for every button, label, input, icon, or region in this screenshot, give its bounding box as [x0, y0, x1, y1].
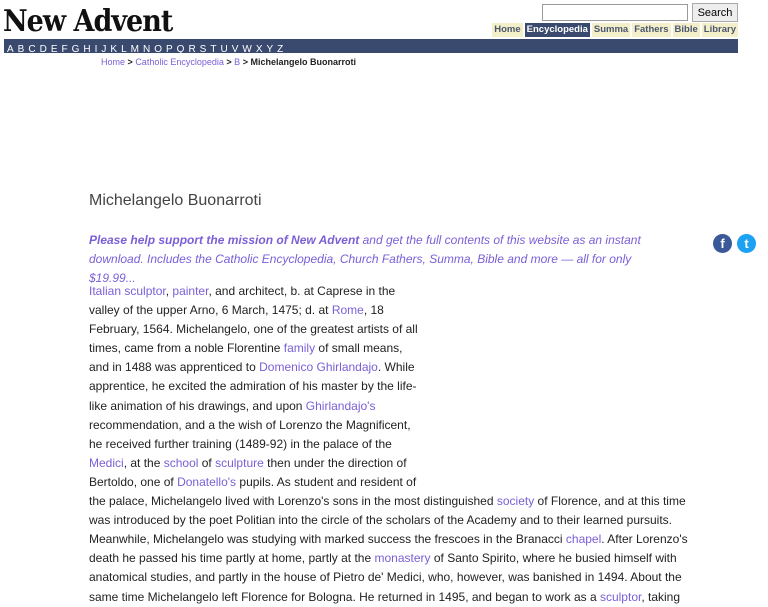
text-segment: . After Lorenzo's: [601, 532, 688, 547]
breadcrumb-encyclopedia[interactable]: Catholic Encyclopedia: [135, 57, 224, 67]
letter-link[interactable]: D: [39, 44, 47, 55]
letter-link[interactable]: O: [154, 44, 162, 55]
nav-home[interactable]: Home: [494, 24, 521, 35]
breadcrumb-current: Michelangelo Buonarroti: [250, 57, 356, 67]
search-button[interactable]: Search: [692, 3, 738, 22]
letter-link[interactable]: Z: [277, 44, 284, 55]
article-link[interactable]: monastery: [374, 551, 431, 566]
nav-summa[interactable]: Summa: [593, 24, 629, 35]
text-segment: Bertoldo, one of: [89, 474, 178, 489]
text-segment: then under the direction of: [263, 455, 407, 470]
facebook-icon[interactable]: f: [713, 234, 732, 253]
article-link[interactable]: family: [283, 341, 316, 356]
letter-link[interactable]: E: [50, 44, 58, 55]
text-line: [89, 549, 688, 568]
text-segment: apprentice, he excited the admiration of his master by the life-: [89, 379, 417, 394]
text-line: [89, 568, 688, 587]
letter-link[interactable]: K: [110, 44, 118, 55]
text-segment: the palace, Michelangelo lived with Lorenzo's sons in the most distinguished: [89, 494, 497, 509]
breadcrumb-home[interactable]: Home: [101, 57, 126, 67]
text-segment: of Florence, and at this time: [534, 494, 686, 509]
letter-link[interactable]: U: [220, 44, 228, 55]
letter-link[interactable]: B: [17, 44, 25, 55]
article-link[interactable]: society: [496, 494, 535, 509]
article-link[interactable]: Italian: [89, 284, 122, 298]
twitter-icon[interactable]: t: [737, 234, 756, 253]
text-line: [89, 320, 688, 339]
text-line: [89, 473, 688, 492]
promo-rest[interactable]: and get the full contents of this website as an instant download. Includes the Catholic Encyclopedia, Church Fathers, Summa, Bible and more — all for only $19.99...: [89, 233, 641, 285]
article-link[interactable]: Medici: [89, 455, 124, 470]
letter-link[interactable]: N: [142, 44, 151, 55]
breadcrumb-letter[interactable]: B: [234, 57, 241, 67]
letter-link[interactable]: X: [255, 44, 263, 55]
letter-link[interactable]: Y: [266, 44, 274, 55]
breadcrumb-sep: >: [242, 57, 248, 67]
article-link[interactable]: chapel: [565, 532, 602, 547]
text-segment: February, 1564. Michelangelo, one of the greatest artists of all: [89, 322, 418, 337]
text-segment: of Santo Spirito, where he busied himself with: [430, 551, 677, 566]
letter-link[interactable]: G: [71, 44, 80, 55]
nav-encyclopedia[interactable]: Encyclopedia: [526, 24, 588, 35]
nav-fathers[interactable]: Fathers: [634, 24, 669, 35]
text-line: [89, 282, 688, 301]
text-line: [89, 454, 688, 473]
top-nav: [492, 23, 738, 37]
article-link[interactable]: sculpture: [215, 455, 264, 470]
article-link[interactable]: sculptor: [124, 284, 166, 298]
promo-text[interactable]: [89, 231, 659, 288]
text-segment: times, came from a noble Florentine: [89, 341, 284, 356]
text-segment: death he passed his time partly at home, partly at the: [89, 551, 375, 566]
letter-link[interactable]: F: [61, 44, 68, 55]
letter-link[interactable]: V: [231, 44, 239, 55]
letter-link[interactable]: R: [188, 44, 196, 55]
new-advent-logo[interactable]: New Advent: [3, 4, 173, 39]
text-segment: pupils. As student and resident of: [236, 474, 417, 489]
article-link[interactable]: Ghirlandajo's: [305, 398, 376, 413]
text-segment: and in 1488 was apprenticed to: [89, 360, 260, 375]
letter-link[interactable]: H: [83, 44, 91, 55]
nav-library[interactable]: Library: [703, 24, 736, 35]
text-line: [89, 397, 688, 416]
text-segment: valley of the upper Arno, 6 March, 1475; d. at: [89, 303, 332, 318]
breadcrumb-sep: >: [127, 57, 133, 67]
letter-link[interactable]: S: [199, 44, 207, 55]
text-segment: of small means,: [315, 341, 403, 356]
text-line: [89, 435, 688, 454]
letter-link[interactable]: L: [121, 44, 127, 55]
text-segment: ,: [165, 284, 173, 298]
page-title: Michelangelo Buonarroti: [89, 192, 262, 209]
text-segment: , 18: [363, 303, 384, 318]
text-segment: , taking: [641, 589, 681, 604]
text-line: [89, 339, 688, 358]
article-link[interactable]: school: [163, 455, 199, 470]
nav-bible[interactable]: Bible: [674, 24, 698, 35]
letter-link[interactable]: M: [130, 44, 139, 55]
text-segment: of: [198, 455, 216, 470]
text-line: [89, 511, 688, 530]
text-segment: he received further training (1489-92) in the palace of the: [89, 436, 392, 451]
alphabet-bar: [4, 39, 738, 53]
article-link[interactable]: sculptor: [599, 589, 642, 604]
text-line: [89, 492, 688, 511]
breadcrumb: [101, 57, 356, 67]
breadcrumb-sep: >: [226, 57, 232, 67]
text-line: [89, 530, 688, 549]
letter-link[interactable]: P: [165, 44, 173, 55]
text-segment: recommendation, and a the wish of Lorenzo the Magnificent,: [89, 417, 411, 432]
article-link[interactable]: Domenico Ghirlandajo: [259, 360, 378, 375]
text-segment: Meanwhile, Michelangelo was studying with marked success the frescoes in the Branacci: [89, 532, 566, 547]
letter-link[interactable]: J: [101, 44, 107, 55]
text-line: [89, 301, 688, 320]
letter-link[interactable]: W: [242, 44, 252, 55]
letter-link[interactable]: C: [28, 44, 36, 55]
letter-link[interactable]: T: [210, 44, 217, 55]
article-link[interactable]: Donatello's: [177, 474, 237, 489]
search-input[interactable]: [542, 4, 688, 21]
text-segment: , and architect, b. at Caprese in the: [208, 284, 396, 298]
text-segment: like animation of his drawings, and upon: [89, 398, 306, 413]
text-segment: . While: [377, 360, 415, 375]
text-segment: was introduced by the poet Politian into the circle of the scholars of the Academy and to their learned pursuits.: [89, 513, 673, 528]
letter-link[interactable]: I: [94, 44, 98, 55]
text-line: [89, 416, 688, 435]
text-line: [89, 377, 688, 396]
text-segment: anatomical studies, and partly in the house of Pietro de' Medici, who, however, was banished in 1494. About the: [89, 570, 682, 585]
letter-link[interactable]: Q: [176, 44, 185, 55]
text-segment: same time Michelangelo left Florence for Bologna. He returned in 1495, and began to work as a: [89, 589, 600, 604]
text-segment: , at the: [123, 455, 164, 470]
article-link[interactable]: Rome: [331, 303, 364, 318]
article-link[interactable]: painter: [172, 284, 209, 298]
promo-bold[interactable]: Please help support the mission of New Advent: [89, 233, 360, 247]
article-body: [89, 282, 688, 607]
letter-link[interactable]: A: [7, 44, 14, 55]
text-line: [89, 358, 688, 377]
text-line: [89, 588, 688, 607]
